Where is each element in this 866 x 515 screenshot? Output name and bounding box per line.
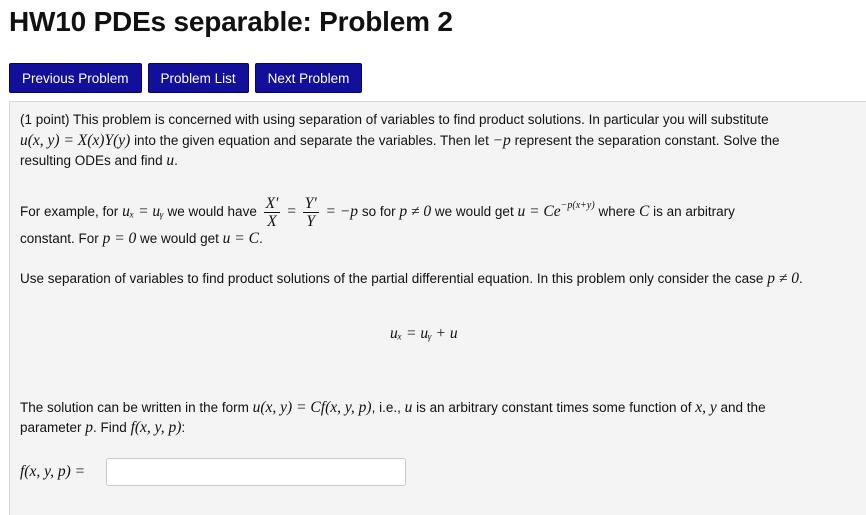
case-math: p ≠ 0 xyxy=(767,270,799,287)
c-math: C xyxy=(639,203,650,221)
p-nonzero-math: p ≠ 0 xyxy=(399,203,432,221)
points-label: (1 point) xyxy=(20,112,70,127)
use-separation-line xyxy=(20,269,803,289)
form-math: u(x, y) = Cf(x, y, p) xyxy=(252,399,372,416)
intro-line-2 xyxy=(20,131,780,151)
rhs-math: = −p xyxy=(325,203,359,221)
equals-sign: = xyxy=(287,203,296,221)
exponent-math: −p(x+y) xyxy=(560,200,595,211)
example-mid: we would have xyxy=(167,204,257,220)
intro-text-4: resulting ODEs and find xyxy=(20,153,163,168)
pde-equation: uₓ = uᵧ + u xyxy=(390,325,458,342)
problem-list-button[interactable]: Problem List xyxy=(148,63,249,93)
u-equals-c-math: u = C xyxy=(222,230,259,247)
f-math: f(x, y, p) xyxy=(130,419,182,436)
so-for-text: so for xyxy=(361,204,396,220)
u-math: u xyxy=(166,152,175,169)
constant-line xyxy=(20,229,263,249)
find-text: . Find xyxy=(93,420,127,435)
example-line xyxy=(20,190,735,230)
fraction-x xyxy=(264,195,281,230)
is-arbitrary-text: is an arbitrary xyxy=(653,204,735,220)
use-separation-text: Use separation of variables to find product solutions of the partial differential equation. In this problem only consider the case xyxy=(20,271,764,286)
period-2: . xyxy=(258,231,263,246)
example-prefix: For example, for xyxy=(20,204,119,220)
fraction-y-denominator: Y xyxy=(306,213,316,231)
intro-line-3 xyxy=(20,151,178,171)
separation-constant-math: −p xyxy=(492,132,511,149)
where-text: where xyxy=(598,204,636,220)
previous-problem-button[interactable]: Previous Problem xyxy=(9,63,142,93)
answer-label: f(x, y, p) = xyxy=(20,463,86,480)
problem-panel xyxy=(9,101,866,515)
u-solution-math xyxy=(517,200,595,221)
and-the-text: and the xyxy=(720,400,766,415)
next-problem-button[interactable]: Next Problem xyxy=(255,63,363,93)
page-title: HW10 PDEs separable: Problem 2 xyxy=(9,6,453,37)
u-math-2: u xyxy=(404,399,413,416)
intro-line-1 xyxy=(20,110,769,130)
fraction-y-numerator: Y′ xyxy=(304,195,317,213)
period: . xyxy=(174,153,178,168)
p-math: p xyxy=(85,419,94,436)
colon: : xyxy=(181,420,186,435)
example-equation: uₓ = uᵧ xyxy=(122,203,164,221)
fraction-x-denominator: X xyxy=(267,213,277,231)
ie-text: , i.e., xyxy=(371,400,401,415)
fraction-x-numerator: X′ xyxy=(265,195,279,213)
period-3: . xyxy=(798,271,803,286)
intro-text-2: into the given equation and separate the variables. Then let xyxy=(134,133,489,148)
parameter-text: parameter xyxy=(20,420,82,435)
fraction-y xyxy=(303,195,319,230)
xy-math: x, y xyxy=(695,399,717,416)
problem-navigation xyxy=(9,63,362,93)
answer-input[interactable] xyxy=(106,458,406,486)
arbitrary-constant-text: is an arbitrary constant times some function of xyxy=(416,400,692,415)
constant-text: constant. For xyxy=(20,231,99,246)
solution-line-1 xyxy=(20,398,766,418)
p-zero-math: p = 0 xyxy=(102,230,137,247)
solution-line-2 xyxy=(20,418,185,438)
solution-text-1: The solution can be written in the form xyxy=(20,400,249,415)
substitution-math: u(x, y) = X(x)Y(y) xyxy=(20,132,131,149)
intro-text-3: represent the separation constant. Solve the xyxy=(514,133,780,148)
would-get-text: we would get xyxy=(434,204,514,220)
u-equals-ce: u = Ce xyxy=(517,203,561,221)
would-get-text-2: we would get xyxy=(140,231,219,246)
intro-text-1: This problem is concerned with using separation of variables to find product solutions. In particular you will substitute xyxy=(73,112,769,127)
